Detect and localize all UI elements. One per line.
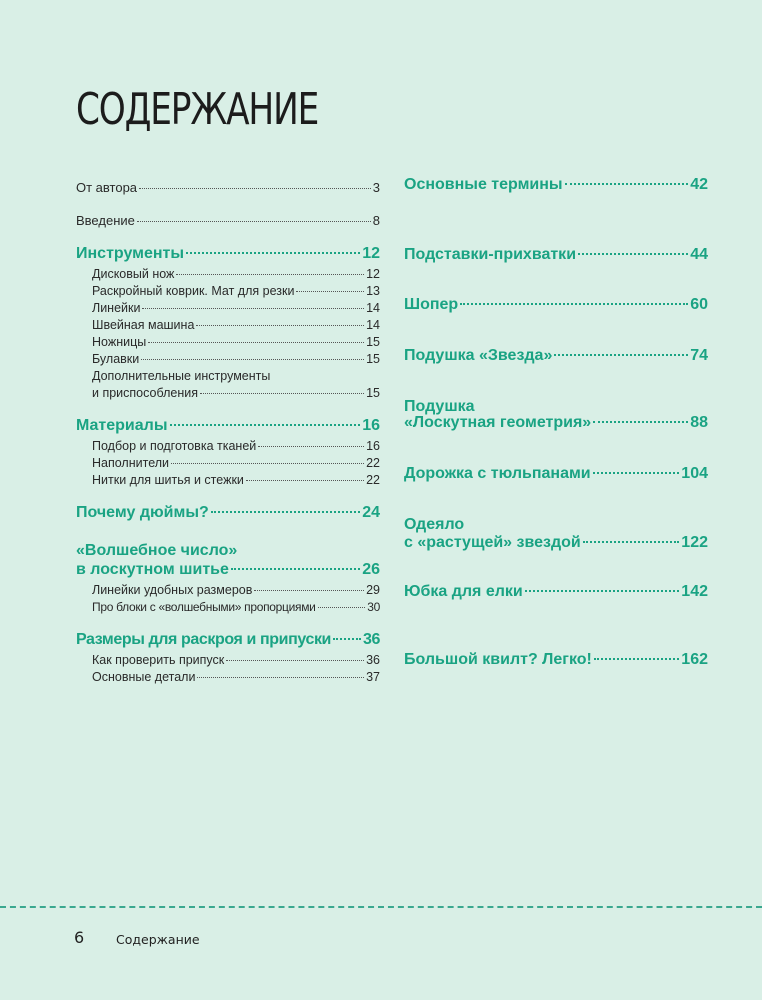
dot-leader [246,480,364,481]
toc-subentry-page: 36 [366,653,380,667]
toc-chapter-page: 42 [690,176,708,193]
toc-chapter-star-quilt[interactable] [404,534,708,552]
dot-leader [593,472,680,474]
dot-leader [525,590,680,592]
toc-entry-intro[interactable] [76,213,380,233]
footer-section-label: Содержание [116,932,200,947]
footer-divider [0,906,762,908]
toc-left-column [76,180,380,687]
toc-subentry-page: 14 [366,318,380,332]
dot-leader [200,393,364,394]
toc-chapter-geometry-pillow[interactable] [404,414,708,432]
toc-section-page: 24 [362,504,380,521]
dot-leader [254,590,364,591]
toc-subentry-label: Линейки удобных размеров [92,583,253,597]
toc-chapter-page: 104 [681,465,708,482]
toc-chapter-terms[interactable] [404,176,708,194]
toc-subentry[interactable] [76,600,380,617]
dot-leader [141,359,364,360]
toc-entry-label: От автора [76,180,138,195]
toc-chapter-page: 142 [681,583,708,600]
toc-subentry[interactable] [76,352,380,369]
toc-section-sizes[interactable] [76,631,380,653]
toc-chapter-tulip-runner[interactable] [404,465,708,483]
toc-subentry[interactable] [76,670,380,687]
toc-subentry-label: Про блоки с «волшебными» пропорциями [92,600,316,614]
dot-leader [196,325,364,326]
toc-section-page: 26 [362,561,380,578]
toc-section-first-line[interactable]: «Волшебное число» [76,542,238,559]
toc-subentry-label: Линейки [92,301,141,315]
toc-section-tools[interactable] [76,245,380,267]
toc-entry-page: 8 [372,213,380,228]
toc-section-label: Инструменты [76,245,185,262]
toc-subentry[interactable] [76,386,380,403]
toc-subentry-page: 14 [366,301,380,315]
toc-chapter-label: Подставки-прихватки [404,246,577,263]
toc-section-page: 12 [362,245,380,262]
toc-subentry[interactable] [76,473,380,490]
toc-chapter-page: 162 [681,651,708,668]
toc-subentry-page: 29 [366,583,380,597]
dot-leader [583,541,680,543]
toc-chapter-page: 74 [690,347,708,364]
toc-section-label: в лоскутном шитье [76,561,229,578]
toc-subentry-first-line[interactable]: Дополнительные инструменты [92,369,271,383]
toc-subentry-label: Как проверить припуск [92,653,225,667]
dot-leader [333,638,361,640]
toc-chapter-tree-skirt[interactable] [404,583,708,601]
toc-subentry[interactable] [76,284,380,301]
toc-subentry-page: 12 [366,267,380,281]
toc-section-page: 16 [362,417,380,434]
toc-chapter-label: Основные термины [404,176,563,193]
toc-subentry[interactable] [76,583,380,600]
toc-section-label: Материалы [76,417,168,434]
toc-subentry-label: Булавки [92,352,140,366]
dot-leader [593,421,688,423]
toc-chapter-label: Шопер [404,296,459,313]
dot-leader [186,252,360,254]
dot-leader [170,424,361,426]
toc-subentry[interactable] [76,335,380,352]
toc-chapter-page: 122 [681,534,708,551]
dot-leader [176,274,364,275]
dot-leader [554,354,688,356]
toc-section-label: Размеры для раскроя и припуски [76,631,331,648]
dot-leader [197,677,364,678]
dot-leader [318,607,366,608]
dot-leader [258,446,364,447]
toc-subentry-page: 13 [366,284,380,298]
toc-chapter-page: 88 [690,414,708,431]
toc-subentry-page: 37 [366,670,380,684]
dot-leader [148,342,364,343]
dot-leader [171,463,364,464]
toc-chapter-potholders[interactable] [404,246,708,264]
toc-subentry-label: Ножницы [92,335,147,349]
toc-subentry-label: Дисковый нож [92,267,175,281]
dot-leader [296,291,364,292]
toc-section-magic[interactable] [76,561,380,583]
toc-subentry-label: и приспособления [92,386,198,400]
dot-leader [142,308,364,309]
toc-chapter-page: 60 [690,296,708,313]
dot-leader [211,511,360,513]
toc-subentry-page: 16 [366,439,380,453]
toc-entry-page: 3 [372,180,380,195]
toc-subentry-page: 15 [366,335,380,349]
toc-section-page: 36 [363,631,380,648]
toc-subentry-label: Подбор и подготовка тканей [92,439,257,453]
toc-subentry[interactable] [76,301,380,318]
footer-page-number: 6 [74,928,85,947]
toc-chapter-label: с «растущей» звездой [404,534,581,551]
toc-entry-label: Введение [76,213,135,228]
toc-subentry-page: 15 [366,352,380,366]
toc-chapter-star-pillow[interactable] [404,347,708,365]
toc-chapter-label: Подушка «Звезда» [404,347,553,364]
toc-subentry[interactable] [76,439,380,456]
toc-subentry-label: Наполнители [92,456,170,470]
toc-chapter-label: Дорожка с тюльпанами [404,465,591,482]
toc-subentry-label: Нитки для шитья и стежки [92,473,244,487]
dot-leader [139,188,371,189]
toc-chapter-big-quilt[interactable] [404,651,708,669]
toc-subentry-page: 22 [366,456,380,470]
toc-subentry[interactable] [76,267,380,284]
dot-leader [460,303,688,305]
page-title: СОДЕРЖАНИЕ [76,84,319,135]
toc-section-materials[interactable] [76,417,380,439]
toc-chapter-first-line[interactable]: Подушка [404,398,475,415]
dot-leader [578,253,688,255]
toc-chapter-label: Большой квилт? Легко! [404,651,592,668]
dot-leader [226,660,364,661]
toc-subentry-page: 30 [367,600,380,614]
toc-section-label: Почему дюймы? [76,504,209,521]
toc-chapter-label: Юбка для елки [404,583,523,600]
toc-subentry-label: Швейная машина [92,318,195,332]
dot-leader [231,568,360,570]
toc-subentry-page: 15 [366,386,380,400]
toc-subentry[interactable] [76,318,380,335]
toc-chapter-page: 44 [690,246,708,263]
toc-chapter-label: «Лоскутная геометрия» [404,414,592,431]
toc-subentry-label: Основные детали [92,670,196,684]
toc-subentry[interactable] [76,456,380,473]
toc-chapter-shopper[interactable] [404,296,708,314]
toc-subentry-page: 22 [366,473,380,487]
dot-leader [565,183,689,185]
toc-subentry-label: Раскройный коврик. Мат для резки [92,284,295,298]
toc-section-inches[interactable] [76,504,380,526]
toc-chapter-first-line[interactable]: Одеяло [404,516,465,533]
dot-leader [594,658,679,660]
toc-entry-author[interactable] [76,180,380,200]
dot-leader [137,221,371,222]
toc-subentry[interactable] [76,653,380,670]
